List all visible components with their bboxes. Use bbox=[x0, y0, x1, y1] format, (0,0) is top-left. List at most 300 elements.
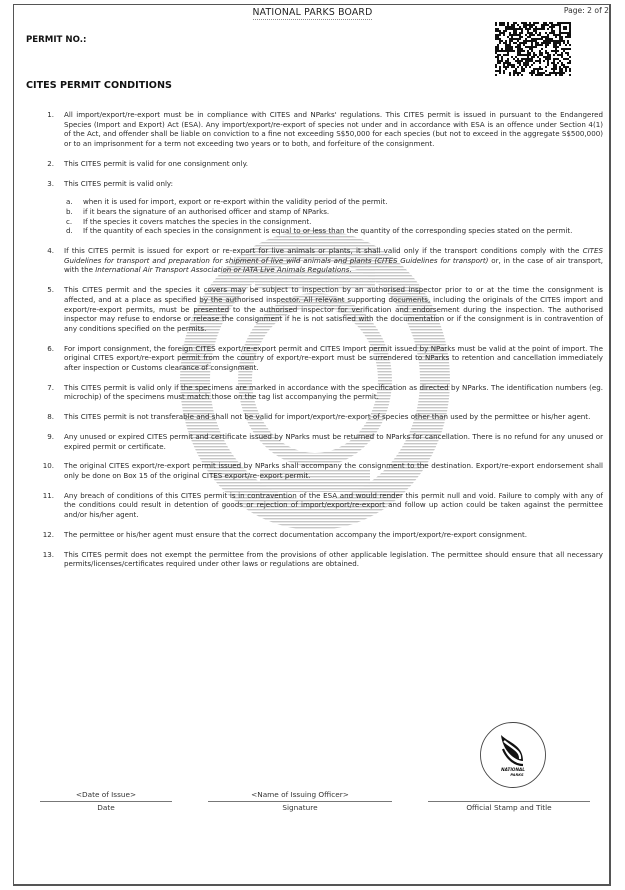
qr-module bbox=[507, 48, 509, 50]
qr-module bbox=[511, 40, 513, 42]
qr-module bbox=[499, 66, 501, 68]
qr-module bbox=[515, 32, 517, 34]
qr-module bbox=[511, 64, 513, 66]
sub-condition-letter: d. bbox=[66, 226, 73, 236]
qr-module bbox=[543, 60, 545, 62]
sub-condition-item bbox=[64, 207, 603, 217]
qr-module bbox=[529, 66, 531, 68]
qr-module bbox=[523, 26, 525, 28]
qr-module bbox=[549, 56, 551, 58]
qr-module bbox=[515, 46, 517, 48]
qr-module bbox=[511, 56, 513, 58]
qr-module bbox=[561, 62, 563, 64]
qr-module bbox=[557, 24, 559, 26]
qr-module bbox=[535, 42, 537, 44]
qr-module bbox=[525, 60, 527, 62]
qr-module bbox=[505, 40, 507, 42]
qr-module bbox=[539, 44, 541, 46]
qr-module bbox=[517, 54, 519, 56]
qr-module bbox=[519, 28, 521, 30]
qr-module bbox=[517, 58, 519, 60]
qr-module bbox=[541, 52, 543, 54]
qr-module bbox=[561, 70, 563, 72]
qr-module bbox=[559, 70, 561, 72]
qr-module bbox=[543, 40, 545, 42]
qr-module bbox=[569, 70, 571, 72]
qr-module bbox=[525, 42, 527, 44]
qr-module bbox=[501, 48, 503, 50]
qr-module bbox=[565, 70, 567, 72]
qr-module bbox=[517, 60, 519, 62]
qr-module bbox=[547, 28, 549, 30]
qr-module bbox=[539, 74, 541, 76]
qr-module bbox=[525, 28, 527, 30]
qr-module bbox=[521, 70, 523, 72]
qr-module bbox=[531, 26, 533, 28]
condition-item bbox=[40, 179, 603, 237]
qr-module bbox=[565, 66, 567, 68]
qr-module bbox=[495, 28, 497, 30]
condition-number: 10. bbox=[42, 461, 54, 471]
qr-module bbox=[513, 24, 515, 26]
qr-module bbox=[547, 52, 549, 54]
condition-text bbox=[64, 246, 603, 274]
qr-module bbox=[545, 36, 547, 38]
qr-module bbox=[531, 44, 533, 46]
qr-module bbox=[557, 46, 559, 48]
qr-module bbox=[557, 72, 559, 74]
qr-module bbox=[505, 50, 507, 52]
qr-module bbox=[559, 40, 561, 42]
qr-module bbox=[555, 50, 557, 52]
qr-module bbox=[499, 54, 501, 56]
qr-module bbox=[551, 30, 553, 32]
condition-item bbox=[40, 412, 603, 422]
condition-item bbox=[40, 432, 603, 451]
qr-module bbox=[533, 70, 535, 72]
qr-module bbox=[535, 74, 537, 76]
qr-module bbox=[569, 74, 571, 76]
qr-module bbox=[529, 52, 531, 54]
qr-module bbox=[531, 56, 533, 58]
qr-module bbox=[537, 28, 539, 30]
qr-module bbox=[541, 44, 543, 46]
qr-module bbox=[531, 38, 533, 40]
qr-module bbox=[515, 42, 517, 44]
qr-module bbox=[551, 68, 553, 70]
qr-module bbox=[563, 72, 565, 74]
qr-module bbox=[507, 26, 509, 28]
qr-module bbox=[495, 56, 497, 58]
qr-module bbox=[555, 52, 557, 54]
qr-module bbox=[497, 44, 499, 46]
qr-module bbox=[557, 50, 559, 52]
qr-module bbox=[545, 32, 547, 34]
qr-module bbox=[539, 68, 541, 70]
qr-module bbox=[551, 24, 553, 26]
qr-module bbox=[505, 26, 507, 28]
qr-module bbox=[511, 46, 513, 48]
qr-module bbox=[563, 40, 565, 42]
qr-module bbox=[509, 34, 511, 36]
qr-module bbox=[523, 54, 525, 56]
qr-module bbox=[495, 36, 497, 38]
qr-module bbox=[517, 66, 519, 68]
qr-module bbox=[555, 58, 557, 60]
qr-module bbox=[499, 30, 501, 32]
qr-module bbox=[521, 66, 523, 68]
qr-module bbox=[541, 74, 543, 76]
qr-module bbox=[553, 60, 555, 62]
qr-module bbox=[541, 38, 543, 40]
qr-module bbox=[557, 54, 559, 56]
qr-module bbox=[527, 30, 529, 32]
board-title: NATIONAL PARKS BOARD bbox=[252, 7, 373, 18]
qr-module bbox=[499, 34, 501, 36]
qr-module bbox=[525, 24, 527, 26]
qr-module bbox=[551, 28, 553, 30]
condition-number: 1. bbox=[47, 110, 54, 119]
qr-module bbox=[505, 60, 507, 62]
qr-module bbox=[513, 30, 515, 32]
qr-module bbox=[527, 32, 529, 34]
condition-number: 4. bbox=[47, 246, 54, 256]
qr-module bbox=[523, 24, 525, 26]
qr-module bbox=[531, 48, 533, 50]
qr-module bbox=[567, 52, 569, 54]
qr-module bbox=[529, 48, 531, 50]
qr-module bbox=[517, 46, 519, 48]
qr-module bbox=[561, 40, 563, 42]
qr-module bbox=[529, 32, 531, 34]
qr-module bbox=[545, 74, 547, 76]
qr-module bbox=[519, 64, 521, 66]
qr-module bbox=[563, 48, 565, 50]
qr-module bbox=[519, 52, 521, 54]
qr-module bbox=[561, 74, 563, 76]
qr-module bbox=[497, 30, 499, 32]
sub-condition-text: when it is used for import, export or re-export within the validity period of the permit. bbox=[83, 197, 388, 207]
qr-module bbox=[555, 46, 557, 48]
qr-module bbox=[543, 26, 545, 28]
qr-module bbox=[501, 56, 503, 58]
qr-module bbox=[547, 40, 549, 42]
condition-item bbox=[40, 285, 603, 334]
qr-module bbox=[569, 60, 571, 62]
qr-module bbox=[549, 58, 551, 60]
qr-module bbox=[519, 44, 521, 46]
qr-module bbox=[559, 38, 561, 40]
qr-module bbox=[495, 22, 497, 24]
date-block bbox=[40, 790, 172, 812]
qr-module bbox=[519, 54, 521, 56]
condition-text-part: . bbox=[349, 265, 352, 275]
qr-module bbox=[561, 36, 563, 38]
qr-module bbox=[551, 72, 553, 74]
qr-module bbox=[519, 38, 521, 40]
qr-module bbox=[495, 64, 497, 66]
qr-module bbox=[543, 56, 545, 58]
qr-module bbox=[515, 38, 517, 40]
qr-module bbox=[521, 32, 523, 34]
qr-module bbox=[511, 36, 513, 38]
qr-module bbox=[499, 72, 501, 74]
qr-module bbox=[497, 36, 499, 38]
qr-module bbox=[507, 54, 509, 56]
qr-module bbox=[553, 64, 555, 66]
qr-module bbox=[539, 34, 541, 36]
qr-module bbox=[527, 24, 529, 26]
qr-module bbox=[505, 46, 507, 48]
qr-module bbox=[521, 60, 523, 62]
qr-module bbox=[531, 46, 533, 48]
qr-module bbox=[553, 44, 555, 46]
qr-module bbox=[525, 66, 527, 68]
qr-module bbox=[517, 44, 519, 46]
qr-module bbox=[555, 42, 557, 44]
condition-text-italic: International Air Transport Association or IATA Live Animals Regulations bbox=[95, 265, 350, 275]
condition-number: 5. bbox=[47, 285, 54, 295]
qr-module bbox=[567, 62, 569, 64]
qr-module bbox=[553, 72, 555, 74]
qr-module bbox=[507, 22, 509, 24]
qr-module bbox=[503, 42, 505, 44]
qr-module bbox=[561, 38, 563, 40]
qr-module bbox=[503, 62, 505, 64]
qr-module bbox=[559, 44, 561, 46]
sub-condition-item bbox=[64, 197, 603, 207]
qr-module bbox=[539, 66, 541, 68]
qr-module bbox=[511, 34, 513, 36]
condition-number: 8. bbox=[47, 412, 54, 422]
qr-module bbox=[503, 32, 505, 34]
qr-module bbox=[525, 54, 527, 56]
qr-module bbox=[545, 24, 547, 26]
qr-module bbox=[513, 42, 515, 44]
qr-module bbox=[539, 38, 541, 40]
qr-module bbox=[527, 46, 529, 48]
qr-module bbox=[505, 62, 507, 64]
qr-module bbox=[525, 22, 527, 24]
qr-module bbox=[501, 24, 503, 26]
qr-module bbox=[559, 34, 561, 36]
qr-module bbox=[509, 26, 511, 28]
qr-module bbox=[541, 54, 543, 56]
qr-module bbox=[559, 66, 561, 68]
condition-text: This CITES permit is valid only if the specimens are marked in accordance with the specification as directed by NParks. The identification numbers (eg. microchip) of the specimens must match those on the tag list accompanying the permit. bbox=[64, 382, 603, 402]
qr-module bbox=[555, 68, 557, 70]
qr-module bbox=[555, 36, 557, 38]
qr-module bbox=[503, 24, 505, 26]
qr-module bbox=[495, 46, 497, 48]
qr-module bbox=[507, 66, 509, 68]
condition-item bbox=[40, 491, 603, 520]
sub-condition-letter: c. bbox=[66, 216, 73, 226]
qr-module bbox=[527, 28, 529, 30]
qr-module bbox=[553, 66, 555, 68]
national-parks-stamp-icon bbox=[479, 721, 547, 789]
qr-module bbox=[537, 70, 539, 72]
qr-module bbox=[521, 74, 523, 76]
qr-module bbox=[547, 34, 549, 36]
condition-text-italic: CITES Guidelines for transport and preparation for shipment of live wild animals and plants (CITES Guidelines for transport) bbox=[64, 246, 603, 265]
qr-module bbox=[553, 50, 555, 52]
qr-module bbox=[507, 50, 509, 52]
condition-text: This CITES permit does not exempt the permittee from the provisions of other applicable legislation. The permittee should ensure that all necessary permits/licenses/certificates required under other laws or regulations are obtained. bbox=[64, 549, 603, 569]
qr-module bbox=[545, 44, 547, 46]
qr-module bbox=[527, 50, 529, 52]
qr-code bbox=[495, 22, 571, 76]
qr-module bbox=[523, 40, 525, 42]
qr-module bbox=[519, 26, 521, 28]
qr-module bbox=[497, 54, 499, 56]
qr-module bbox=[507, 52, 509, 54]
qr-module bbox=[557, 58, 559, 60]
qr-module bbox=[531, 70, 533, 72]
qr-module bbox=[519, 46, 521, 48]
qr-module bbox=[565, 36, 567, 38]
qr-module bbox=[533, 62, 535, 64]
qr-module bbox=[499, 22, 501, 24]
qr-module bbox=[567, 40, 569, 42]
qr-module bbox=[517, 62, 519, 64]
qr-module bbox=[569, 48, 571, 50]
qr-module bbox=[497, 60, 499, 62]
qr-module bbox=[495, 70, 497, 72]
qr-module bbox=[547, 74, 549, 76]
qr-module bbox=[537, 42, 539, 44]
qr-module bbox=[569, 62, 571, 64]
qr-module bbox=[519, 62, 521, 64]
qr-module bbox=[529, 60, 531, 62]
qr-module bbox=[561, 56, 563, 58]
condition-number: 9. bbox=[47, 431, 54, 441]
qr-module bbox=[513, 28, 515, 30]
qr-module bbox=[545, 50, 547, 52]
condition-number: 6. bbox=[47, 343, 54, 353]
qr-module bbox=[559, 60, 561, 62]
qr-module bbox=[553, 70, 555, 72]
qr-module bbox=[525, 58, 527, 60]
qr-module bbox=[533, 22, 535, 24]
qr-module bbox=[503, 70, 505, 72]
qr-module bbox=[513, 58, 515, 60]
qr-module bbox=[555, 64, 557, 66]
qr-module bbox=[495, 24, 497, 26]
qr-module bbox=[561, 52, 563, 54]
sub-condition-letter: a. bbox=[66, 197, 73, 207]
condition-item bbox=[40, 461, 603, 480]
condition-item bbox=[40, 383, 603, 402]
qr-module bbox=[545, 40, 547, 42]
qr-module bbox=[549, 26, 551, 28]
date-label: Date bbox=[40, 801, 172, 812]
qr-module bbox=[515, 34, 517, 36]
qr-module bbox=[519, 42, 521, 44]
qr-module bbox=[565, 44, 567, 46]
qr-module bbox=[521, 22, 523, 24]
qr-module bbox=[541, 72, 543, 74]
qr-module bbox=[519, 34, 521, 36]
qr-module bbox=[559, 72, 561, 74]
qr-module bbox=[497, 28, 499, 30]
qr-module bbox=[541, 24, 543, 26]
qr-module bbox=[535, 60, 537, 62]
qr-module bbox=[529, 24, 531, 26]
qr-module bbox=[505, 68, 507, 70]
qr-module bbox=[547, 58, 549, 60]
permit-no-label: PERMIT NO.: bbox=[26, 35, 87, 45]
qr-module bbox=[515, 72, 517, 74]
qr-module bbox=[561, 72, 563, 74]
qr-module bbox=[537, 56, 539, 58]
qr-module bbox=[497, 34, 499, 36]
qr-module bbox=[521, 28, 523, 30]
qr-module bbox=[513, 26, 515, 28]
qr-module bbox=[499, 24, 501, 26]
qr-module bbox=[513, 34, 515, 36]
signature-label: Signature bbox=[208, 801, 392, 812]
qr-module bbox=[527, 54, 529, 56]
qr-module bbox=[567, 54, 569, 56]
qr-module bbox=[515, 68, 517, 70]
condition-text: Any unused or expired CITES permit and certificate issued by NParks must be returned to NParks for cancellation. There is no refund for any unused or expired permit or certificate. bbox=[64, 431, 603, 451]
stamp-block bbox=[428, 790, 590, 812]
qr-module bbox=[551, 22, 553, 24]
qr-module bbox=[509, 64, 511, 66]
qr-module bbox=[521, 36, 523, 38]
qr-module bbox=[567, 66, 569, 68]
qr-module bbox=[569, 56, 571, 58]
qr-module bbox=[505, 28, 507, 30]
qr-module bbox=[539, 50, 541, 52]
qr-module bbox=[531, 58, 533, 60]
qr-module bbox=[555, 40, 557, 42]
qr-module bbox=[517, 24, 519, 26]
qr-module bbox=[563, 64, 565, 66]
qr-module bbox=[535, 68, 537, 70]
qr-module bbox=[519, 72, 521, 74]
qr-module bbox=[503, 64, 505, 66]
qr-module bbox=[547, 54, 549, 56]
condition-text: For import consignment, the foreign CITES export/re-export permit and CITES Import permit issued by NParks must be valid at the point of import. The original CITES export/re-export permit from the country of export/re-export must be surrendered to NParks to retention and cancellation immediately after inspection or Customs clearance of consignment. bbox=[64, 343, 603, 373]
qr-module bbox=[527, 52, 529, 54]
qr-module bbox=[525, 46, 527, 48]
qr-module bbox=[555, 72, 557, 74]
qr-module bbox=[505, 48, 507, 50]
qr-module bbox=[537, 74, 539, 76]
qr-module bbox=[503, 66, 505, 68]
qr-module bbox=[555, 24, 557, 26]
qr-module bbox=[521, 48, 523, 50]
condition-text: The permittee or his/her agent must ensure that the correct documentation accompany the import/export/re-export consignment. bbox=[64, 529, 527, 539]
qr-module bbox=[537, 60, 539, 62]
qr-module bbox=[505, 66, 507, 68]
condition-item bbox=[40, 550, 603, 569]
condition-number: 2. bbox=[47, 158, 54, 168]
qr-module bbox=[543, 24, 545, 26]
qr-module bbox=[537, 72, 539, 74]
qr-module bbox=[509, 46, 511, 48]
qr-module bbox=[551, 32, 553, 34]
qr-module bbox=[555, 48, 557, 50]
qr-module bbox=[531, 34, 533, 36]
qr-module bbox=[495, 66, 497, 68]
qr-module bbox=[525, 38, 527, 40]
qr-module bbox=[519, 32, 521, 34]
qr-module bbox=[533, 28, 535, 30]
condition-text: Any breach of conditions of this CITES permit is in contravention of the ESA and would render this permit null and void. Failure to comply with any of the conditions could result in detention of goods or rejection of import/export/re-export and follow up action could be taken against the permittee and/or his/her agent. bbox=[64, 490, 603, 520]
